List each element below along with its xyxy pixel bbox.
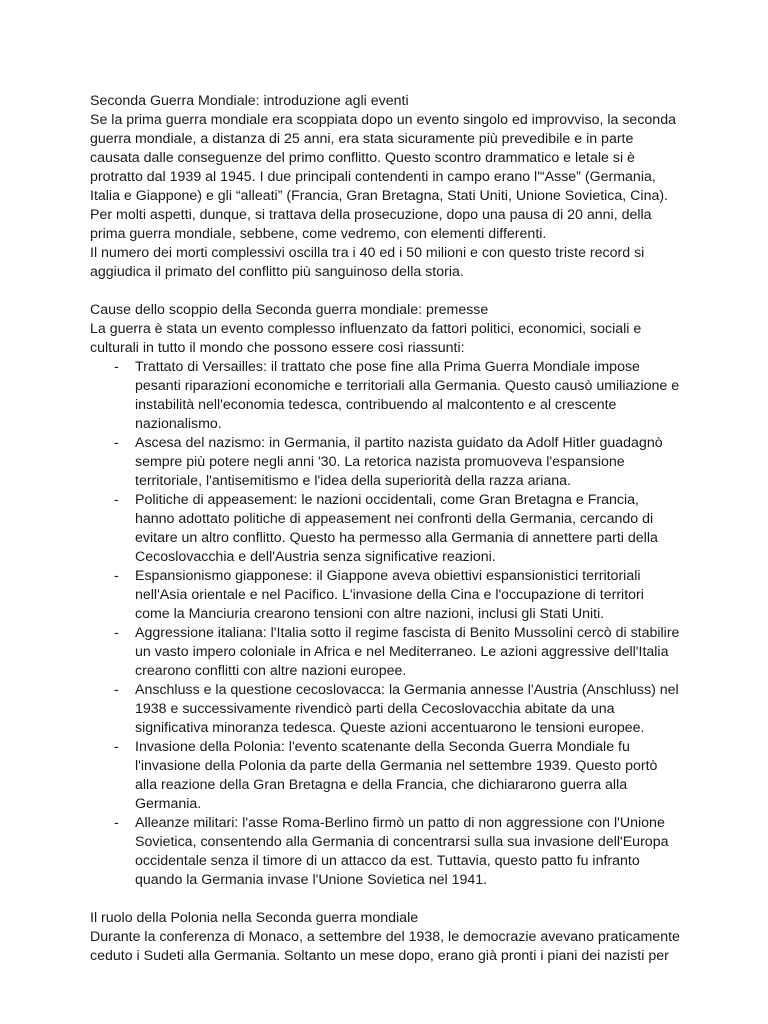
bullet-marker: - xyxy=(114,492,119,508)
section-causes xyxy=(90,301,682,890)
list-item-text: Alleanze militari: l'asse Roma-Berlino firmò un patto di non aggressione con l'Unione Sovietica, consentendo alla Germania di concentrarsi sulla sua invasione dell'Europa occidentale senza il timore di un attacco da est. Tuttavia, questo patto fu infranto quando la Germania invase l'Unione Sovietica nel 1941. xyxy=(135,815,669,888)
section-heading: Il ruolo della Polonia nella Seconda guerra mondiale xyxy=(90,910,419,926)
list-item xyxy=(90,738,682,814)
list-item-text: Invasione della Polonia: l'evento scatenante della Seconda Guerra Mondiale fu l'invasione della Polonia da parte della Germania nel settembre 1939. Questo portò alla reazione della Gran Bretagna e della Francia, che dichiararono guerra alla Germania. xyxy=(135,739,658,812)
bullet-marker: - xyxy=(114,625,119,641)
bullet-marker: - xyxy=(114,435,119,451)
paragraph: Se la prima guerra mondiale era scoppiata dopo un evento singolo ed improvviso, la seconda guerra mondiale, a distanza di 25 anni, era stata sicuramente più prevedibile e in parte causata dalle conseguenze del primo conflitto. Questo scontro drammatico e letale si è protratto dal 1939 al 1945. I due principali contendenti in campo erano l'“Asse” (Germania, Italia e Giappone) e gli “alleati” (Francia, Gran Bretagna, Stati Uniti, Unione Sovietica, Cina). Per molti aspetti, dunque, si trattava della prosecuzione, dopo una pausa di 20 anni, della prima guerra mondiale, sebbene, come vedremo, con elementi differenti. xyxy=(90,112,676,242)
list-item xyxy=(90,814,682,890)
list-item xyxy=(90,624,682,681)
section-poland xyxy=(90,909,682,966)
list-item xyxy=(90,567,682,624)
list-item-text: Politiche di appeasement: le nazioni occidentali, come Gran Bretagna e Francia, hanno adottato politiche di appeasement nei confronti della Germania, cercando di evitare un altro conflitto. Questo ha permesso alla Germania di annettere parti della Cecoslovacchia e dell'Austria senza significative reazioni. xyxy=(135,492,658,565)
paragraph: Il numero dei morti complessivi oscilla tra i 40 ed i 50 milioni e con questo triste record si aggiudica il primato del conflitto più sanguinoso della storia. xyxy=(90,245,645,280)
list-item xyxy=(90,491,682,567)
section-heading: Cause dello scoppio della Seconda guerra mondiale: premesse xyxy=(90,302,489,318)
section-heading: Seconda Guerra Mondiale: introduzione agli eventi xyxy=(90,93,409,109)
bullet-marker: - xyxy=(114,815,119,831)
paragraph: Durante la conferenza di Monaco, a settembre del 1938, le democrazie avevano praticamente ceduto i Sudeti alla Germania. Soltanto un mese dopo, erano già pronti i piani dei nazisti per xyxy=(90,929,680,964)
paragraph: La guerra è stata un evento complesso influenzato da fattori politici, economici, sociali e culturali in tutto il mondo che possono essere così riassunti: xyxy=(90,321,642,356)
bullet-marker: - xyxy=(114,568,119,584)
list-item xyxy=(90,681,682,738)
list-item xyxy=(90,358,682,434)
bullet-marker: - xyxy=(114,739,119,755)
list-item-text: Ascesa del nazismo: in Germania, il partito nazista guidato da Adolf Hitler guadagnò sempre più potere negli anni '30. La retorica nazista promuoveva l'espansione territoriale, l'antisemitismo e l'idea della superiorità della razza ariana. xyxy=(135,435,663,489)
bullet-marker: - xyxy=(114,359,119,375)
causes-list xyxy=(90,358,682,890)
document-page xyxy=(90,92,682,985)
list-item-text: Aggressione italiana: l'Italia sotto il regime fascista di Benito Mussolini cercò di stabilire un vasto impero coloniale in Africa e nel Mediterraneo. Le azioni aggressive dell'Italia crearono conflitti con altre nazioni europee. xyxy=(135,625,680,679)
list-item xyxy=(90,434,682,491)
list-item-text: Espansionismo giapponese: il Giappone aveva obiettivi espansionistici territoriali nell'Asia orientale e nel Pacifico. L'invasione della Cina e l'occupazione di territori come la Manciuria crearono tensioni con altre nazioni, inclusi gli Stati Uniti. xyxy=(135,568,644,622)
bullet-marker: - xyxy=(114,682,119,698)
list-item-text: Trattato di Versailles: il trattato che pose fine alla Prima Guerra Mondiale impose pesanti riparazioni economiche e territoriali alla Germania. Questo causò umiliazione e instabilità nell'economia tedesca, contribuendo al malcontento e al crescente nazionalismo. xyxy=(135,359,680,432)
section-intro xyxy=(90,92,682,282)
list-item-text: Anschluss e la questione cecoslovacca: la Germania annesse l'Austria (Anschluss) nel 1938 e successivamente rivendicò parti della Cecoslovacchia abitate da una significativa minoranza tedesca. Queste azioni accentuarono le tensioni europee. xyxy=(135,682,679,736)
